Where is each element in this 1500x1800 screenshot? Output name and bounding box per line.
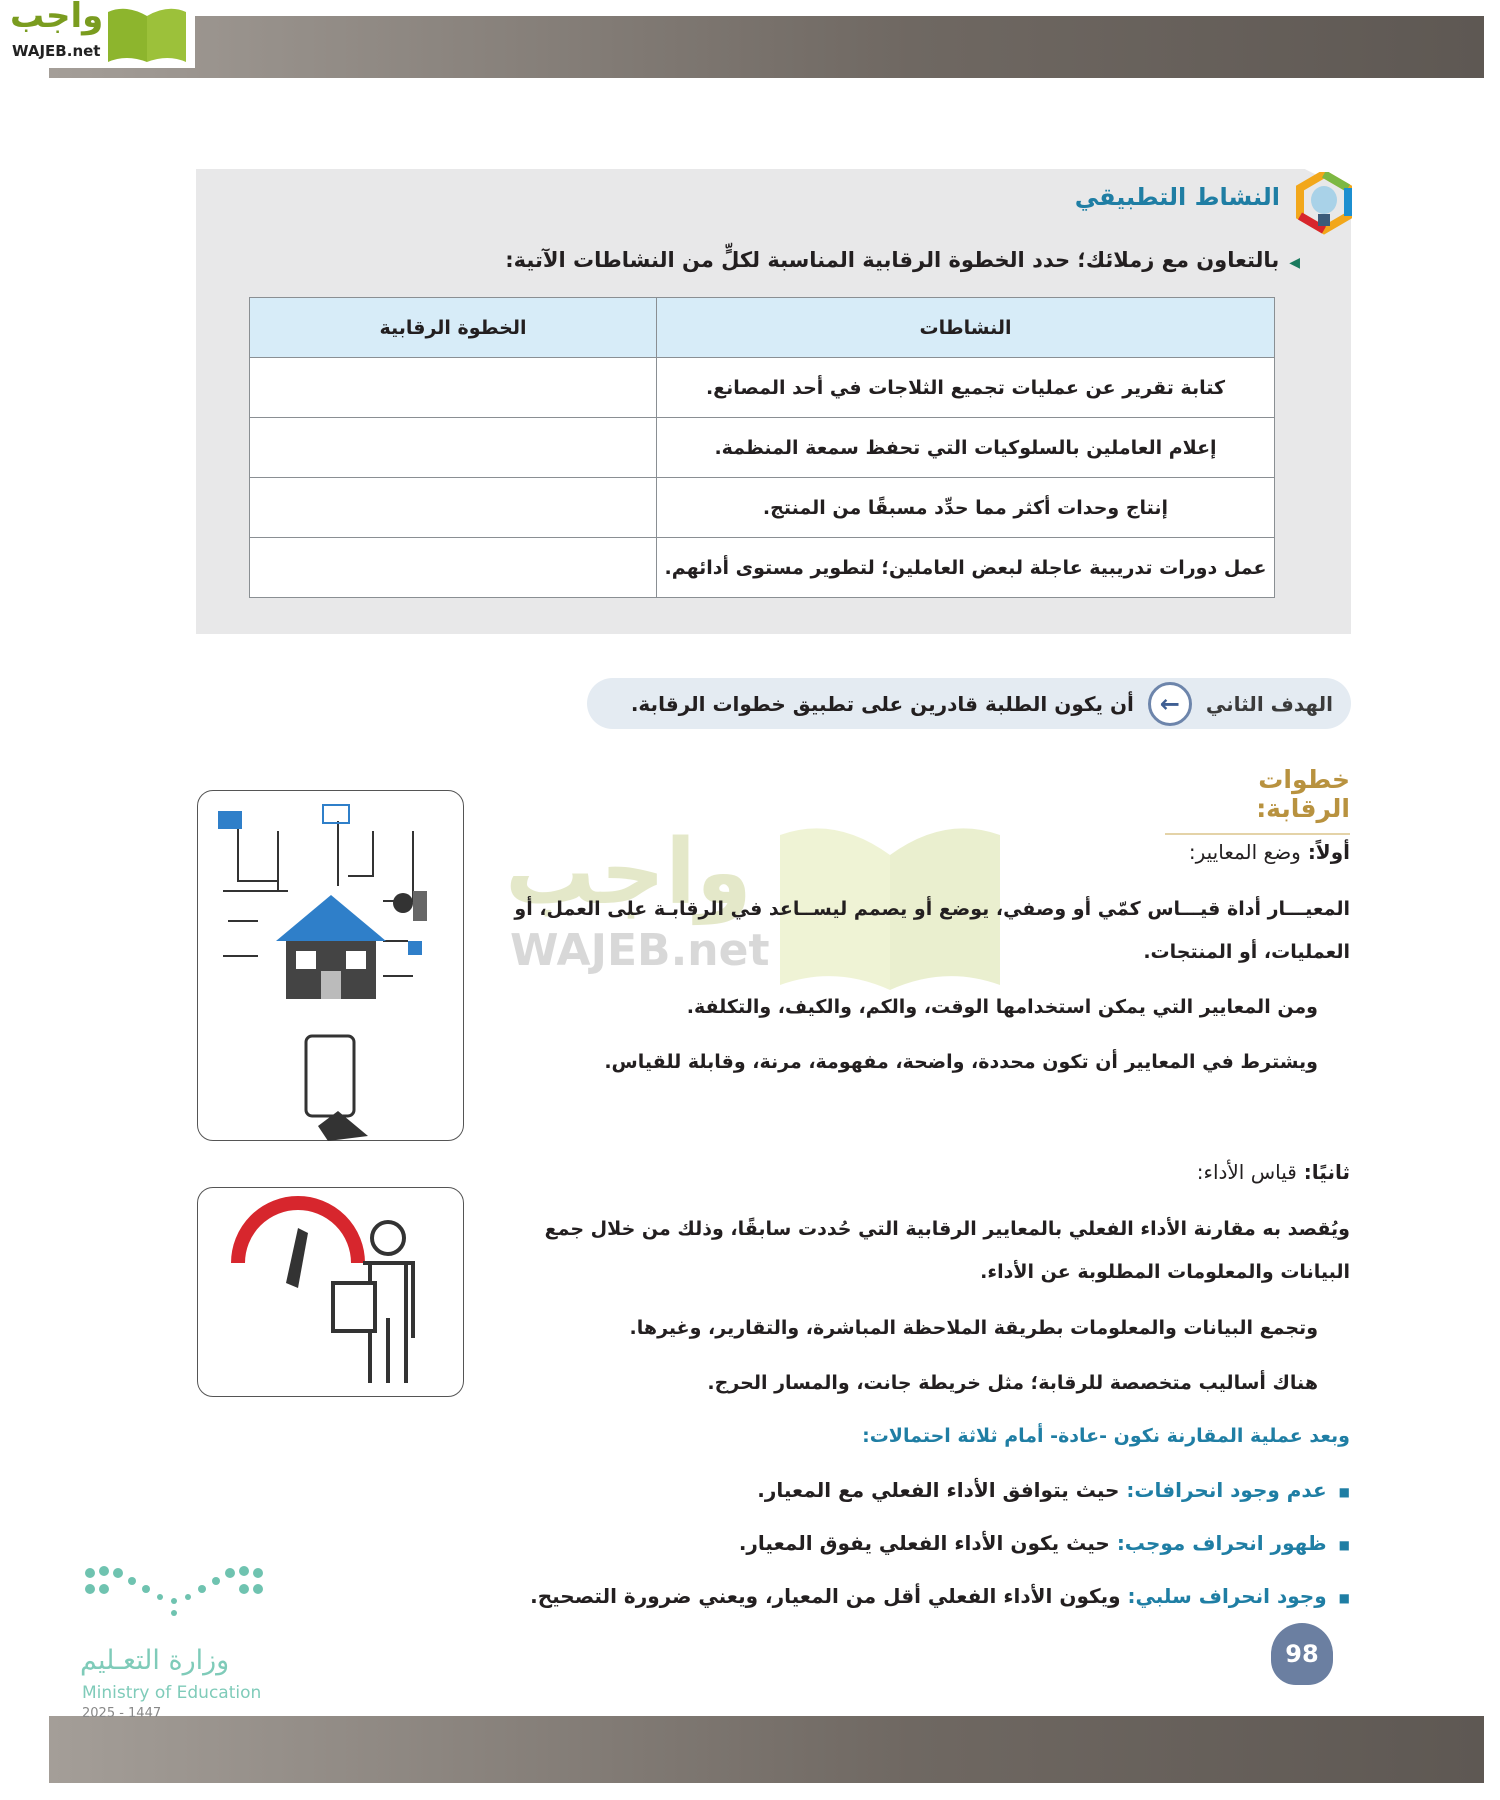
answer-cell[interactable] (250, 418, 657, 478)
list-item: ■عدم وجود انحرافات: حيث يتوافق الأداء الفعلي مع المعيار. (757, 1478, 1350, 1502)
first-step-heading: أولاً: وضع المعايير: (1188, 840, 1350, 864)
activity-table (249, 297, 1275, 598)
second-step-heading: ثانيًا: قياس الأداء: (1196, 1160, 1350, 1184)
answer-cell[interactable] (250, 478, 657, 538)
top-bar (49, 16, 1484, 78)
activity-instruction: ◀بالتعاون مع زملائك؛ حدد الخطوة الرقابية المناسبة لكلٍّ من النشاطات الآتية: (505, 248, 1300, 272)
triangle-bullet-icon: ◀ (1289, 255, 1300, 271)
first-step-p2: ومن المعايير التي يمكن استخدامها الوقت، والكم، والكيف، والتكلفة. (686, 996, 1318, 1018)
column-header: الخطوة الرقابية (250, 298, 657, 358)
answer-cell[interactable] (250, 538, 657, 598)
book-icon (106, 4, 188, 64)
section-title: خطوات الرقابة: (1165, 765, 1350, 835)
ministry-logo: وزارة التعـليم Ministry of Education 2025 - 1447 (80, 1561, 270, 1721)
goal-text: أن يكون الطلبة قادرين على تطبيق خطوات الرقابة. (630, 691, 1134, 716)
square-bullet-icon: ■ (1338, 1537, 1350, 1552)
lightbulb-hexagon-icon (1296, 172, 1352, 236)
possibilities-intro: وبعد عملية المقارنة نكون -عادة- أمام ثلاثة احتمالات: (862, 1425, 1350, 1447)
second-step-p2: وتجمع البيانات والمعلومات بطريقة الملاحظة المباشرة، والتقارير، وغيرها. (629, 1317, 1318, 1339)
list-item: ■ظهور انحراف موجب: حيث يكون الأداء الفعلي يفوق المعيار. (738, 1531, 1350, 1555)
list-item: ■وجود انحراف سلبي: ويكون الأداء الفعلي أقل من المعيار، ويعني ضرورة التصحيح. (530, 1584, 1350, 1608)
second-step-definition: ويُقصد به مقارنة الأداء الفعلي بالمعايير الرقابية التي حُددت سابقًا، وذلك من خلال جمع البيانات والمعلومات المطلوبة عن الأداء. (544, 1218, 1350, 1283)
ministry-dots-icon (80, 1561, 266, 1621)
square-bullet-icon: ■ (1338, 1484, 1350, 1499)
first-step-definition: المعيـــار أداة قيـــاس كمّي أو وصفي، يوضع أو يصمم ليســاعد في الرقابـة على العمل، أو العمليات، أو المنتجات. (514, 898, 1350, 963)
column-header: النشاطات (657, 298, 1275, 358)
answer-cell[interactable] (250, 358, 657, 418)
activity-title: النشاط التطبيقي (1074, 183, 1280, 211)
bottom-bar (49, 1716, 1484, 1783)
first-step-p3: ويشترط في المعايير أن تكون محددة، واضحة، مفهومة، مرنة، وقابلة للقياس. (604, 1051, 1318, 1073)
page-number: 98 (1271, 1623, 1333, 1685)
table-row: عمل دورات تدريبية عاجلة لبعض العاملين؛ لتطوير مستوى أدائهم. (250, 538, 1275, 598)
square-bullet-icon: ■ (1338, 1590, 1350, 1605)
table-row: إعلام العاملين بالسلوكيات التي تحفظ سمعة المنظمة. (250, 418, 1275, 478)
arrow-left-icon: ← (1148, 682, 1192, 726)
goal-banner (587, 678, 1351, 729)
wajeb-logo[interactable]: واجب WAJEB.net (0, 0, 195, 68)
table-row: كتابة تقرير عن عمليات تجميع الثلاجات في أحد المصانع. (250, 358, 1275, 418)
second-step-p3: هناك أساليب متخصصة للرقابة؛ مثل خريطة جانت، والمسار الحرج. (707, 1372, 1318, 1394)
table-row: إنتاج وحدات أكثر مما حدِّد مسبقًا من المنتج. (250, 478, 1275, 538)
goal-label: الهدف الثاني (1205, 691, 1333, 716)
